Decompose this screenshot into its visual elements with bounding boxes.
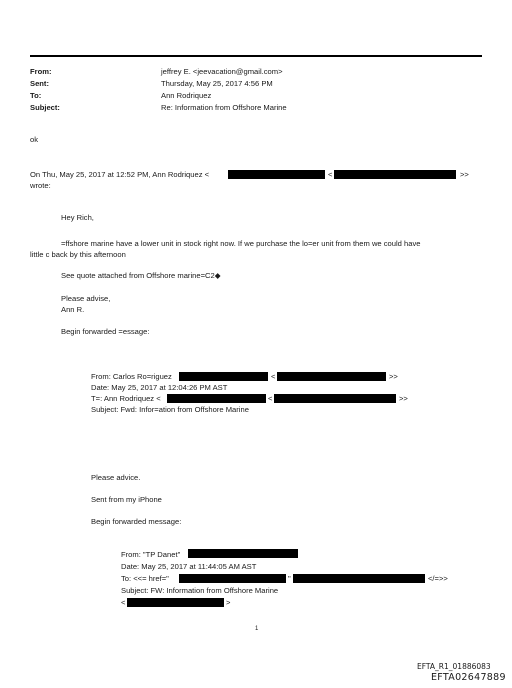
fwd1-to-lt: < xyxy=(268,394,273,403)
bates-number-secondary: EFTA02647889 xyxy=(431,672,506,683)
quote-intro-lt: < xyxy=(328,170,333,179)
fwd1-subject-line: Subject: Fwd: Infor=ation from Offshore Marine xyxy=(91,405,249,414)
redaction-box xyxy=(293,574,425,583)
redaction-box xyxy=(274,394,396,403)
fwd2-to-end: </=>> xyxy=(428,574,448,583)
header-rule xyxy=(30,55,482,57)
redaction-box xyxy=(127,598,224,607)
redaction-box xyxy=(179,372,268,381)
fwd2-subject-line: Subject: FW: Information from Offshore Marine xyxy=(121,586,279,595)
fwd2-last-lt: < xyxy=(121,598,126,607)
redaction-box xyxy=(334,170,456,179)
fwd1-to-gt: >> xyxy=(399,394,408,403)
subject-label: Subject: xyxy=(30,103,60,112)
sent-from-text: Sent from my iPhone xyxy=(91,495,162,504)
fwd1-to-line: T=: Ann Rodriquez < xyxy=(91,394,161,403)
paragraph1-line1: =ffshore marine have a lower unit in stock right now. If we purchase the lo=er unit from them we could have xyxy=(61,239,421,248)
forwarded-heading: Begin forwarded =essage: xyxy=(61,327,150,336)
please-advice-text: Please advice. xyxy=(91,473,141,482)
greeting-text: Hey Rich, xyxy=(61,213,94,222)
redaction-box xyxy=(167,394,266,403)
quote-intro-line2: wrote: xyxy=(30,181,51,190)
quote-intro-gt: >> xyxy=(460,170,469,179)
forwarded-heading-2: Begin forwarded message: xyxy=(91,517,182,526)
redaction-box xyxy=(179,574,286,583)
reply-text: ok xyxy=(30,135,39,144)
redaction-box xyxy=(188,549,298,558)
redaction-box xyxy=(277,372,386,381)
bates-number-primary: EFTA_R1_01886083 xyxy=(417,662,491,671)
from-value: jeffrey E. <jeevacation@gmail.com> xyxy=(161,67,283,76)
paragraph2-text: See quote attached from Offshore marine=C2◆ xyxy=(61,271,221,280)
paragraph1-line2: little c back by this afternoon xyxy=(30,250,126,259)
page-number: 1 xyxy=(255,626,259,632)
from-label: From: xyxy=(30,67,52,76)
fwd2-to-line: To: <<= href=" xyxy=(121,574,169,583)
to-label: To: xyxy=(30,91,42,100)
fwd1-date-line: Date: May 25, 2017 at 12:04:26 PM AST xyxy=(91,383,228,392)
fwd2-to-mid: " xyxy=(288,574,291,583)
fwd2-last-gt: > xyxy=(226,598,231,607)
fwd1-from-gt: >> xyxy=(389,372,398,381)
fwd2-from-line: From: "TP Danet" xyxy=(121,550,181,559)
sent-value: Thursday, May 25, 2017 4:56 PM xyxy=(161,79,273,88)
advise-text: Please advise, xyxy=(61,294,111,303)
subject-value: Re: Information from Offshore Marine xyxy=(161,103,287,112)
sent-label: Sent: xyxy=(30,79,49,88)
fwd1-from-lt: < xyxy=(271,372,276,381)
redaction-box xyxy=(228,170,325,179)
fwd1-from-line: From: Carlos Ro=riguez xyxy=(91,372,172,381)
fwd2-date-line: Date: May 25, 2017 at 11:44:05 AM AST xyxy=(121,562,257,571)
to-value: Ann Rodriquez xyxy=(161,91,212,100)
quote-intro-line1: On Thu, May 25, 2017 at 12:52 PM, Ann Rodriquez < xyxy=(30,170,210,179)
signature-text: Ann R. xyxy=(61,305,85,314)
